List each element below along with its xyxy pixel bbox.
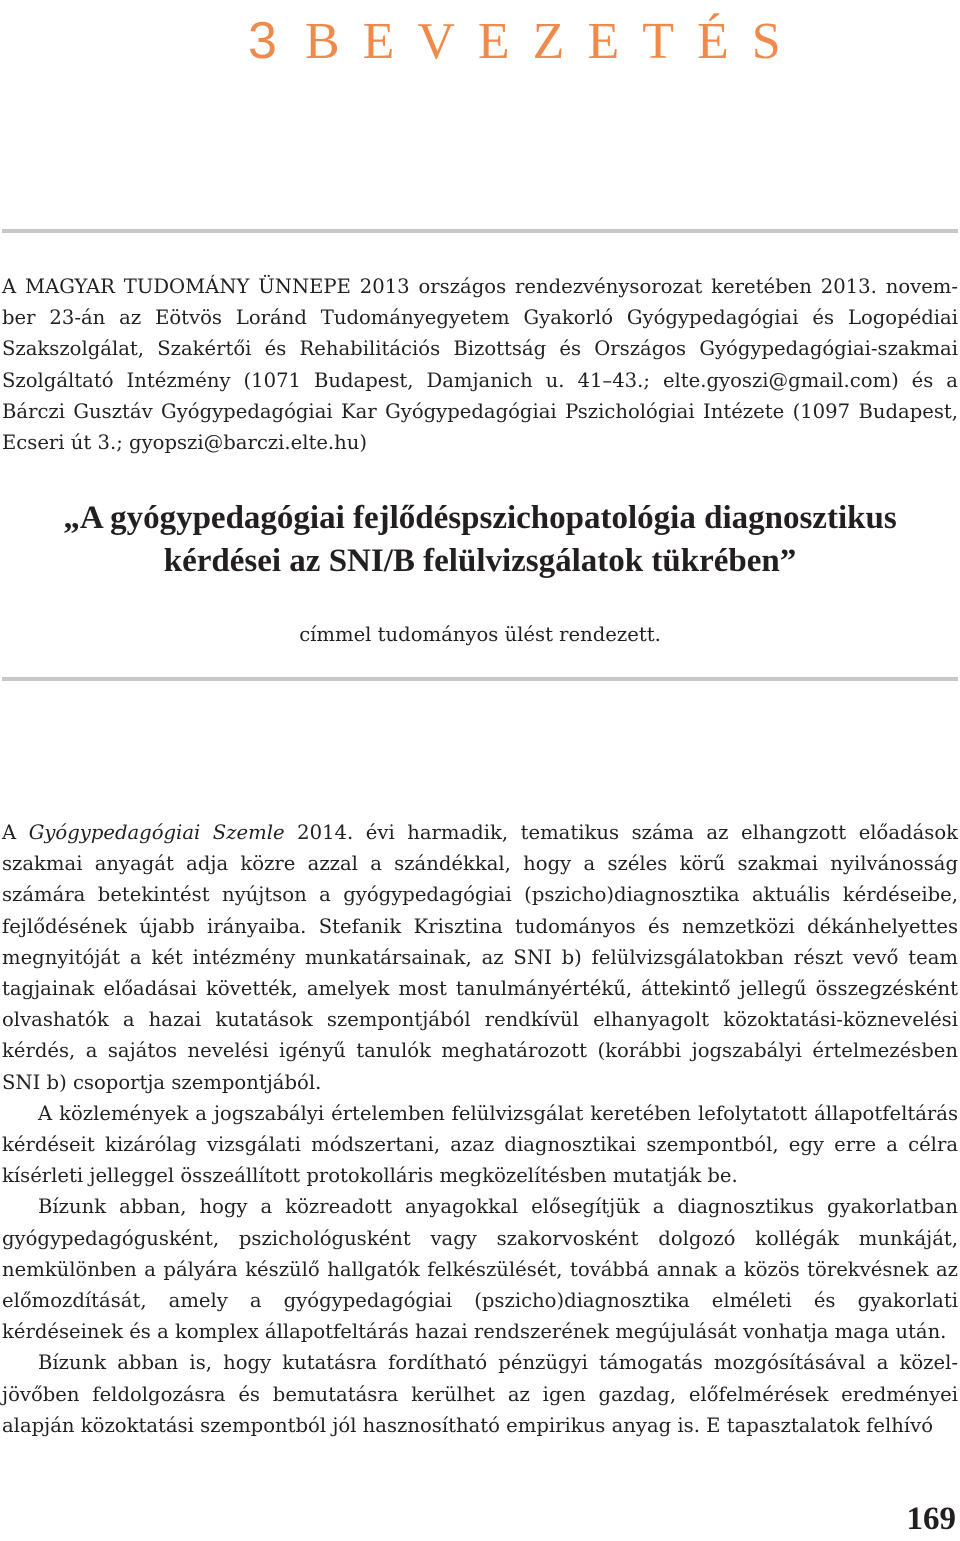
page-number: 169 — [906, 1501, 956, 1537]
intro-paragraph: A MAGYAR TUDOMÁNY ÜNNEPE 2013 országos rendezvénysorozat keretében 2013. november 23-án az Eötvös Loránd Tudományegyetem Gyakorló Gyógypedagógiai és Logopédiai Szakszolgálat, Szakértői és Rehabilitációs Bizottság és Országos Gyógypedagógiai-szakmai Szolgáltató Intézmény (1071 Budapest, Damjanich u. 41–43.; elte.gyoszi@gmail.com) és a Bárczi Gusztáv Gyógypedagógiai Kar Gyógypedagógiai Pszichológiai Intézete (1097 Budapest, Ecseri út 3.; gyopszi@barczi.elte.hu) — [2, 275, 958, 455]
lecture-subtitle: címmel tudományos ülést rendezett. — [299, 623, 661, 646]
chapter-title: BEVEZETÉS — [304, 12, 804, 70]
journal-title: Gyógypedagógiai Szemle — [28, 821, 285, 844]
lecture-title-line-1: „A gyógypedagógiai fejlődéspszichopatológia diagnosztikus — [63, 500, 897, 536]
body-paragraph-1 — [2, 817, 958, 1098]
body-paragraph-1-start: A — [2, 821, 29, 844]
top-divider — [2, 229, 958, 233]
body-paragraph-4: Bízunk abban is, hogy kutatásra fordítható pénzügyi támogatás mozgósításával a közeljövőben feldolgozásra és bemutatásra kerülhet az igen gazdag, előfelmérések eredményei alapján közoktatási szempontból jól hasznosítható empirikus anyag is. E tapasztalatok felhívó — [2, 1351, 958, 1437]
lecture-title-line-2: kérdései az SNI/B felülvizsgálatok tükrében” — [163, 543, 797, 579]
chapter-heading — [248, 8, 804, 74]
body-paragraph-3: Bízunk abban, hogy a közreadott anyagokkal elősegítjük a diagnosztikus gyakorlatban gyógypedagógusként, pszichológusként vagy szakorvosként dolgozó kollégák munkáját, nemkülönben a pályára készülő hallgatók felkészülését, továbbá annak a közös törekvésnek az előmozdítását, amely a gyógypedagógiai (pszicho)diagnosztika elméleti és gyakorlati kérdéseinek és a komplex állapotfeltárás hazai rendszerének megújulását vonhatja maga után. — [2, 1195, 958, 1344]
chapter-number: 3 — [248, 12, 277, 70]
body-paragraph-2: A közlemények a jogszabályi értelemben felülvizsgálat keretében lefolytatott állapotfeltárás kérdéseit kizárólag vizsgálati módszertani, azaz diagnosztikai szempontból, egy erre a célra kísérleti jelleggel összeállított protokolláris megközelítésben mutatják be. — [2, 1101, 958, 1188]
middle-divider — [2, 677, 958, 681]
lecture-title — [0, 497, 960, 583]
body-paragraph-1-rest: 2014. évi harmadik, tematikus száma az elhangzott előadások szakmai anyagát adja közre azzal a szándékkal, hogy a széles körű szakmai nyilvánosság számára betekintést nyújtson a gyógypedagógiai (pszicho)diagnosztika aktuális kérdéseibe, fejlődésének újabb irányaiba. Stefanik Krisztina tudományos és nemzetközi dékánhelyettes megnyitóját a két intézmény munkatársainak, az SNI b) felülvizsgálatokban részt vevő team tagjainak előadásai követték, amelyek most tanulmányértékű, áttekintő jellegű összegzésként olvashatók a hazai kutatások szempontjából rendkívül elhanyagolt közoktatási-köznevelési kérdés, a sajátos nevelési igényű tanulók meghatározott (korábbi jogszabályi értelmezésben SNI b) csoportja szempontjából. — [2, 821, 958, 1094]
body-text — [2, 817, 958, 1441]
